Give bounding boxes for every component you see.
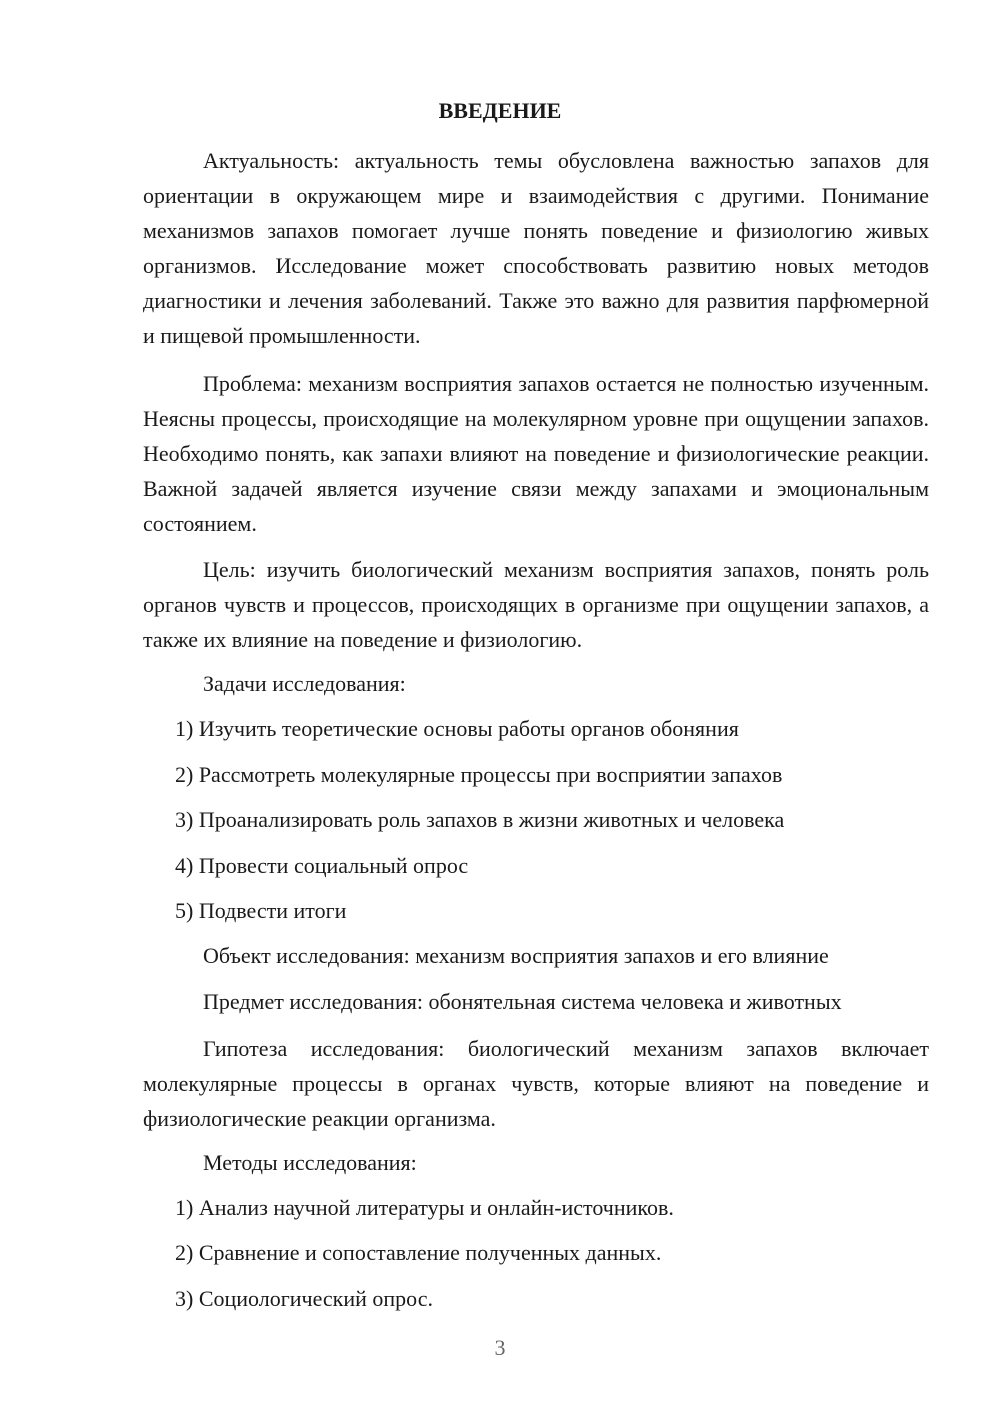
method-item-1: 1) Анализ научной литературы и онлайн-источников.: [175, 1195, 674, 1220]
task-item-3: 3) Проанализировать роль запахов в жизни животных и человека: [175, 807, 785, 832]
paragraph-relevance: Актуальность: актуальность темы обусловлена важностью запахов для ориентации в окружающем мире и взаимодействия с другими. Понимание механизмов запахов помогает лучше понять поведение и физиологию живых организмов. Исследование может способствовать развитию новых методов диагностики и лечения заболеваний. Также это важно для развития парфюмерной и пищевой промышленности.: [143, 148, 929, 348]
page-number: 3: [494, 1335, 506, 1360]
paragraph-goal: Цель: изучить биологический механизм восприятия запахов, понять роль органов чувств и процессов, происходящих в организме при ощущении запахов, а также их влияние на поведение и физиологию.: [143, 557, 929, 652]
section-heading: ВВЕДЕНИЕ: [438, 98, 562, 123]
task-item-4: 4) Провести социальный опрос: [175, 853, 469, 878]
task-item-1: 1) Изучить теоретические основы работы органов обоняния: [175, 716, 739, 741]
method-item-3: 3) Социологический опрос.: [175, 1286, 433, 1311]
paragraph-problem: Проблема: механизм восприятия запахов остается не полностью изученным. Неясны процессы, происходящие на молекулярном уровне при ощущении запахов. Необходимо понять, как запахи влияют на поведение и физиологические реакции. Важной задачей является изучение связи между запахами и эмоциональным состоянием.: [143, 371, 929, 536]
research-subject: Предмет исследования: обонятельная система человека и животных: [203, 989, 842, 1014]
methods-title: Методы исследования:: [203, 1150, 417, 1175]
task-item-5: 5) Подвести итоги: [175, 898, 347, 923]
task-item-2: 2) Рассмотреть молекулярные процессы при восприятии запахов: [175, 762, 783, 787]
research-object: Объект исследования: механизм восприятия запахов и его влияние: [203, 943, 829, 968]
tasks-title: Задачи исследования:: [203, 671, 406, 696]
paragraph-hypothesis: Гипотеза исследования: биологический механизм запахов включает молекулярные процессы в органах чувств, которые влияют на поведение и физиологические реакции организма.: [143, 1036, 929, 1131]
method-item-2: 2) Сравнение и сопоставление полученных данных.: [175, 1240, 662, 1265]
